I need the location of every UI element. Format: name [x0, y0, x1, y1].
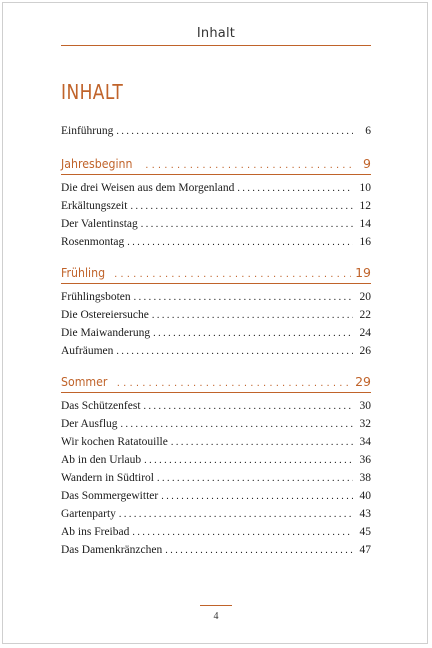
- chapter-page: 29: [355, 374, 371, 389]
- toc-entry-page: 30: [359, 400, 371, 412]
- toc-entry-page: 14: [359, 218, 371, 230]
- chapter-page: 19: [355, 265, 371, 280]
- dot-leader: [114, 264, 351, 285]
- toc-entry-title: Wandern in Südtirol: [61, 472, 154, 484]
- table-of-contents: [61, 122, 371, 559]
- dot-leader: [130, 198, 353, 216]
- toc-entry[interactable]: [61, 179, 371, 197]
- toc-entry-page: 26: [359, 345, 371, 357]
- toc-entry-title: Der Valentinstag: [61, 218, 138, 230]
- dot-leader: [132, 524, 353, 542]
- toc-entry-title: Einführung: [61, 125, 114, 137]
- toc-entry-title: Das Schützenfest: [61, 400, 141, 412]
- dot-leader: [134, 289, 353, 307]
- chapter-page: 9: [363, 156, 371, 171]
- toc-entry[interactable]: [61, 469, 371, 487]
- dot-leader: [144, 398, 353, 416]
- toc-entry[interactable]: [61, 541, 371, 559]
- dot-leader: [165, 542, 353, 560]
- toc-entry-title: Gartenparty: [61, 508, 116, 520]
- toc-entry-page: 38: [359, 472, 371, 484]
- chapter-title: Sommer: [61, 374, 108, 389]
- toc-entry-page: 20: [359, 291, 371, 303]
- toc-entry-title: Die drei Weisen aus dem Morgenland: [61, 182, 235, 194]
- toc-entry-page: 16: [359, 236, 371, 248]
- chapter-title: Jahresbeginn: [61, 156, 133, 171]
- toc-entry-page: 45: [359, 526, 371, 538]
- toc-entry-title: Wir kochen Ratatouille: [61, 436, 168, 448]
- toc-entry[interactable]: [61, 215, 371, 233]
- dot-leader: [153, 325, 353, 343]
- toc-entry-title: Ab in den Urlaub: [61, 454, 142, 466]
- toc-entry[interactable]: [61, 306, 371, 324]
- toc-title: INHALT: [61, 80, 124, 104]
- toc-chapter-heading[interactable]: [61, 153, 371, 174]
- dot-leader: [171, 434, 353, 452]
- dot-leader: [141, 216, 353, 234]
- toc-entry[interactable]: [61, 433, 371, 451]
- toc-entry-title: Aufräumen: [61, 345, 114, 357]
- toc-entry-page: 40: [359, 490, 371, 502]
- toc-entry[interactable]: [61, 197, 371, 215]
- toc-entry-title: Das Sommergewitter: [61, 490, 159, 502]
- dot-leader: [119, 506, 353, 524]
- toc-entry-page: 47: [359, 544, 371, 556]
- toc-entry-page: 32: [359, 418, 371, 430]
- page-number: 4: [213, 611, 219, 622]
- dot-leader: [117, 373, 351, 394]
- dot-leader: [157, 470, 353, 488]
- toc-chapter-heading[interactable]: [61, 371, 371, 392]
- dot-leader: [144, 452, 353, 470]
- toc-entry-page: 36: [359, 454, 371, 466]
- dot-leader: [116, 343, 353, 361]
- toc-entry[interactable]: [61, 122, 371, 140]
- toc-entry-title: Ab ins Freibad: [61, 526, 130, 538]
- dot-leader: [152, 307, 353, 325]
- chapter-title: Frühling: [61, 265, 106, 280]
- dot-leader: [121, 416, 353, 434]
- dot-leader: [237, 180, 353, 198]
- toc-entry[interactable]: [61, 324, 371, 342]
- toc-entry[interactable]: [61, 451, 371, 469]
- toc-entry[interactable]: [61, 342, 371, 360]
- toc-entry[interactable]: [61, 233, 371, 251]
- toc-entry-page: 43: [359, 508, 371, 520]
- toc-entry[interactable]: [61, 415, 371, 433]
- toc-entry-title: Frühlingsboten: [61, 291, 131, 303]
- footer-rule: [200, 605, 232, 606]
- toc-entry[interactable]: [61, 505, 371, 523]
- toc-entry-page: 10: [359, 182, 371, 194]
- toc-chapter-heading[interactable]: [61, 262, 371, 283]
- toc-entry-title: Die Maiwanderung: [61, 327, 151, 339]
- toc-entry-page: 22: [359, 309, 371, 321]
- dot-leader: [116, 123, 353, 141]
- toc-entry-title: Rosenmontag: [61, 236, 125, 248]
- toc-entry-title: Der Ausflug: [61, 418, 118, 430]
- toc-entry-page: 6: [365, 125, 371, 137]
- toc-entry-page: 24: [359, 327, 371, 339]
- toc-entry-title: Die Ostereiersuche: [61, 309, 149, 321]
- header-rule: [61, 45, 371, 46]
- toc-entry[interactable]: [61, 397, 371, 415]
- dot-leader: [127, 234, 353, 252]
- dot-leader: [161, 488, 353, 506]
- running-header: Inhalt: [196, 26, 236, 41]
- dot-leader: [145, 155, 353, 176]
- toc-entry-page: 34: [359, 436, 371, 448]
- toc-entry[interactable]: [61, 487, 371, 505]
- toc-entry-title: Erkältungszeit: [61, 200, 128, 212]
- toc-entry[interactable]: [61, 288, 371, 306]
- toc-entry-title: Das Damenkränzchen: [61, 544, 163, 556]
- toc-entry[interactable]: [61, 523, 371, 541]
- toc-entry-page: 12: [359, 200, 371, 212]
